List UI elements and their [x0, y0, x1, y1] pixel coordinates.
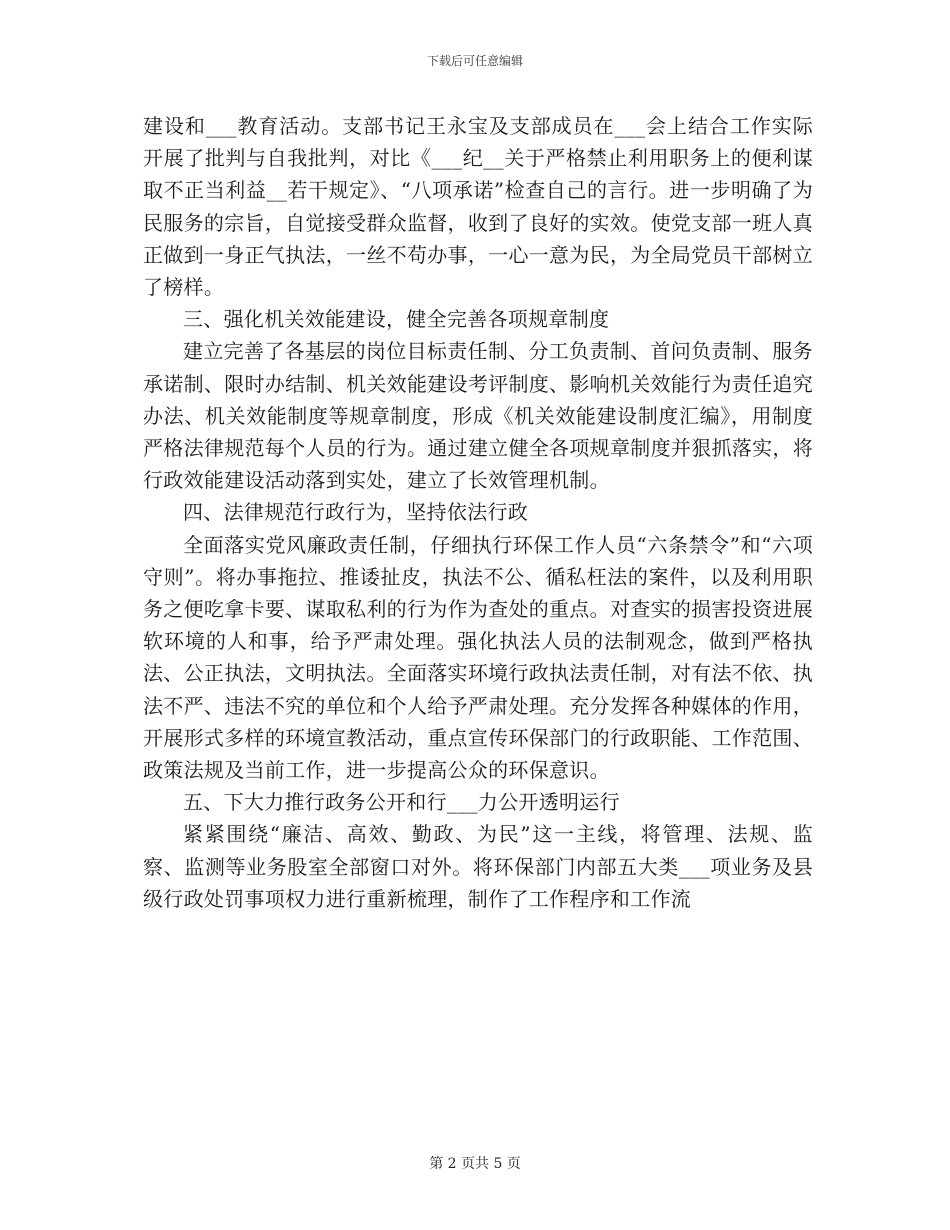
paragraph-section-5: 紧紧围绕“廉洁、高效、勤政、为民”这一主线，将管理、法规、监察、监测等业务股室全部窗口对外。将环保部门内部五大类___项业务及县级行政处罚事项权力进行重新梳理，制作了工作程序和工作流 — [143, 822, 813, 911]
paragraph-continuation: 建设和___教育活动。支部书记王永宝及支部成员在___会上结合工作实际开展了批判与自我批判，对比《___纪__关于严格禁止利用职务上的便利谋取不正当利益__若干规定》、“八项承诺”检查自己的言行。进一步明确了为民服务的宗旨，自觉接受群众监督，收到了良好的实效。使党支部一班人真正做到一身正气执法，一丝不苟办事，一心一意为民，为全局党员干部树立了榜样。 — [143, 114, 813, 300]
section-heading-3: 三、强化机关效能建设，健全完善各项规章制度 — [183, 307, 610, 332]
document-body — [143, 110, 813, 915]
paragraph-section-4: 全面落实党风廉政责任制，仔细执行环保工作人员“六条禁令”和“六项守则”。将办事拖拉、推诿扯皮，执法不公、循私枉法的案件，以及利用职务之便吃拿卡要、谋取私利的行为作为查处的重点。对查实的损害投资进展软环境的人和事，给予严肃处理。强化执法人员的法制观念，做到严格执法、公正执法，文明执法。全面落实环境行政执法责任制，对有法不依、执法不严、违法不究的单位和个人给予严肃处理。充分发挥各种媒体的作用，开展形式多样的环境宣教活动，重点宣传环保部门的行政职能、工作范围、政策法规及当前工作，进一步提高公众的环保意识。 — [143, 532, 813, 783]
section-heading-4: 四、法律规范行政行为，坚持依法行政 — [183, 500, 529, 525]
page-number-footer: 第 2 页共 5 页 — [429, 1156, 521, 1172]
section-heading-5: 五、下大力推行政务公开和行___力公开透明运行 — [183, 790, 620, 815]
page-header: 下载后可任意编辑 — [426, 54, 523, 68]
paragraph-section-3: 建立完善了各基层的岗位目标责任制、分工负责制、首问负责制、服务承诺制、限时办结制、机关效能建设考评制度、影响机关效能行为责任追究办法、机关效能制度等规章制度，形成《机关效能建设制度汇编》，用制度严格法律规范每个人员的行为。通过建立健全各项规章制度并狠抓落实，将行政效能建设活动落到实处，建立了长效管理机制。 — [143, 339, 813, 493]
